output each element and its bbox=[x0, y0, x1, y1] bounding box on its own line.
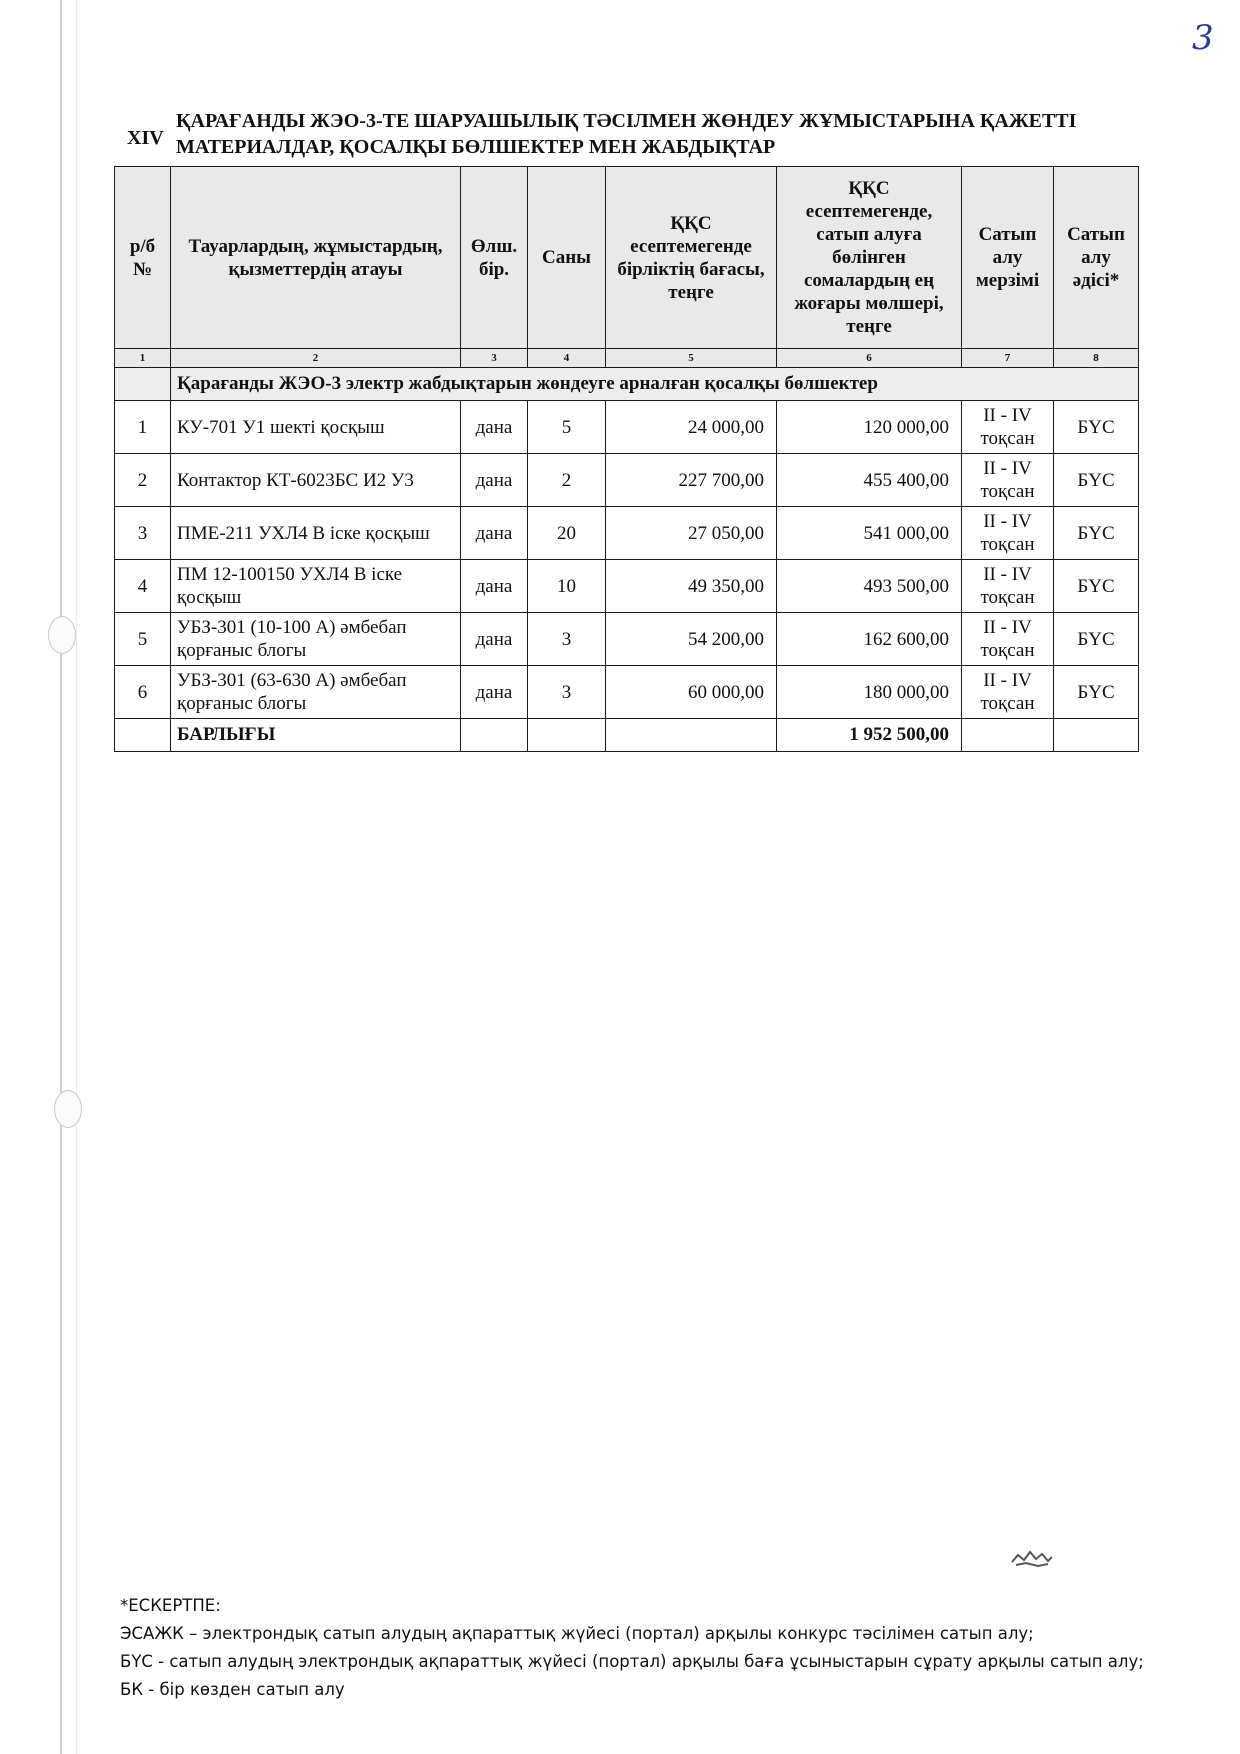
row-period: II - IV тоқсан bbox=[962, 401, 1054, 454]
header-cell-price: ҚҚС есептемегенде бірліктің бағасы, теңге bbox=[606, 167, 777, 349]
row-name: ПМЕ-211 УХЛ4 В іске қосқыш bbox=[171, 507, 461, 560]
row-sum: 541 000,00 bbox=[777, 507, 962, 560]
row-name: КУ-701 У1 шекті қосқыш bbox=[171, 401, 461, 454]
page-left-edge-shadow bbox=[76, 0, 77, 1754]
footnote-line: БК - бір көзден сатып алу bbox=[120, 1680, 345, 1699]
column-number: 1 bbox=[115, 349, 171, 368]
row-unit: дана bbox=[461, 401, 528, 454]
row-unit: дана bbox=[461, 560, 528, 613]
total-empty-cell bbox=[115, 719, 171, 752]
section-row bbox=[115, 368, 1139, 401]
column-number: 5 bbox=[606, 349, 777, 368]
column-number: 2 bbox=[171, 349, 461, 368]
column-number: 3 bbox=[461, 349, 528, 368]
row-num: 5 bbox=[115, 613, 171, 666]
row-qty: 5 bbox=[528, 401, 606, 454]
row-sum: 493 500,00 bbox=[777, 560, 962, 613]
column-number: 7 bbox=[962, 349, 1054, 368]
row-price: 54 200,00 bbox=[606, 613, 777, 666]
row-method: БҮС bbox=[1054, 560, 1139, 613]
table-header-row bbox=[115, 167, 1139, 349]
column-number-row bbox=[115, 349, 1139, 368]
row-qty: 10 bbox=[528, 560, 606, 613]
row-name: УБЗ-301 (63-630 А) әмбебап қорғаныс блогы bbox=[171, 666, 461, 719]
row-price: 49 350,00 bbox=[606, 560, 777, 613]
row-qty: 20 bbox=[528, 507, 606, 560]
row-period: II - IV тоқсан bbox=[962, 560, 1054, 613]
row-sum: 180 000,00 bbox=[777, 666, 962, 719]
page-title: ҚАРАҒАНДЫ ЖЭО-3-ТЕ ШАРУАШЫЛЫҚ ТӘСІЛМЕН ЖӨНДЕУ ЖҰМЫСТАРЫНА ҚАЖЕТТІ МАТЕРИАЛДАР, ҚОСАЛҚЫ БӨЛШЕКТЕР МЕН ЖАБДЫҚТАР bbox=[176, 110, 1077, 158]
materials-table bbox=[114, 166, 1139, 752]
row-price: 60 000,00 bbox=[606, 666, 777, 719]
page-number: 3 bbox=[1192, 18, 1214, 58]
table-row bbox=[115, 401, 1139, 454]
header-cell-period: Сатып алу мерзімі bbox=[962, 167, 1054, 349]
total-empty-cell bbox=[461, 719, 528, 752]
row-period: II - IV тоқсан bbox=[962, 666, 1054, 719]
ink-stamp-mark bbox=[1008, 1546, 1056, 1570]
row-qty: 3 bbox=[528, 613, 606, 666]
punch-hole bbox=[54, 1090, 82, 1128]
row-period: II - IV тоқсан bbox=[962, 507, 1054, 560]
section-empty-cell bbox=[115, 368, 171, 401]
row-method: БҮС bbox=[1054, 507, 1139, 560]
footnote-line: ЭСАЖК – электрондық сатып алудың ақпараттық жүйесі (портал) арқылы конкурс тәсілімен сатып алу; bbox=[120, 1624, 1034, 1643]
row-qty: 3 bbox=[528, 666, 606, 719]
row-num: 3 bbox=[115, 507, 171, 560]
page-left-edge bbox=[60, 0, 62, 1754]
table-row bbox=[115, 666, 1139, 719]
table-row bbox=[115, 507, 1139, 560]
footnote-line: БҮС - сатып алудың электрондық ақпараттық жүйесі (портал) арқылы баға ұсыныстарын сұрату арқылы сатып алу; bbox=[120, 1652, 1144, 1671]
punch-hole bbox=[48, 616, 76, 654]
table-row bbox=[115, 560, 1139, 613]
total-empty-cell bbox=[962, 719, 1054, 752]
table-row bbox=[115, 613, 1139, 666]
row-method: БҮС bbox=[1054, 454, 1139, 507]
row-name: УБЗ-301 (10-100 А) әмбебап қорғаныс блогы bbox=[171, 613, 461, 666]
row-unit: дана bbox=[461, 613, 528, 666]
section-number: XIV bbox=[127, 127, 164, 149]
row-sum: 162 600,00 bbox=[777, 613, 962, 666]
footnote-heading: *ЕСКЕРТПЕ: bbox=[120, 1596, 221, 1615]
row-num: 6 bbox=[115, 666, 171, 719]
footnote bbox=[120, 1592, 1230, 1704]
row-unit: дана bbox=[461, 454, 528, 507]
header-cell-unit: Өлш. бір. bbox=[461, 167, 528, 349]
row-name: Контактор КТ-6023БС И2 У3 bbox=[171, 454, 461, 507]
total-empty-cell bbox=[1054, 719, 1139, 752]
header-cell-name: Тауарлардың, жұмыстардың, қызметтердің атауы bbox=[171, 167, 461, 349]
header-cell-sum: ҚҚС есептемегенде, сатып алуға бөлінген сомалардың ең жоғары мөлшері, теңге bbox=[777, 167, 962, 349]
row-unit: дана bbox=[461, 666, 528, 719]
row-qty: 2 bbox=[528, 454, 606, 507]
row-num: 4 bbox=[115, 560, 171, 613]
row-price: 27 050,00 bbox=[606, 507, 777, 560]
column-number: 4 bbox=[528, 349, 606, 368]
total-empty-cell bbox=[528, 719, 606, 752]
table-row bbox=[115, 454, 1139, 507]
header-cell-qty: Саны bbox=[528, 167, 606, 349]
header-cell-method: Сатып алу әдісі* bbox=[1054, 167, 1139, 349]
row-name: ПМ 12-100150 УХЛ4 В іске қосқыш bbox=[171, 560, 461, 613]
row-num: 2 bbox=[115, 454, 171, 507]
row-price: 24 000,00 bbox=[606, 401, 777, 454]
row-method: БҮС bbox=[1054, 401, 1139, 454]
total-label: БАРЛЫҒЫ bbox=[171, 719, 461, 752]
total-row bbox=[115, 719, 1139, 752]
row-method: БҮС bbox=[1054, 613, 1139, 666]
row-period: II - IV тоқсан bbox=[962, 613, 1054, 666]
row-unit: дана bbox=[461, 507, 528, 560]
row-period: II - IV тоқсан bbox=[962, 454, 1054, 507]
row-sum: 120 000,00 bbox=[777, 401, 962, 454]
total-empty-cell bbox=[606, 719, 777, 752]
row-method: БҮС bbox=[1054, 666, 1139, 719]
row-price: 227 700,00 bbox=[606, 454, 777, 507]
total-sum: 1 952 500,00 bbox=[777, 719, 962, 752]
row-sum: 455 400,00 bbox=[777, 454, 962, 507]
header-cell-num: р/б № bbox=[115, 167, 171, 349]
column-number: 8 bbox=[1054, 349, 1139, 368]
column-number: 6 bbox=[777, 349, 962, 368]
row-num: 1 bbox=[115, 401, 171, 454]
section-title: Қарағанды ЖЭО-3 электр жабдықтарын жөндеуге арналған қосалқы бөлшектер bbox=[171, 368, 1139, 401]
